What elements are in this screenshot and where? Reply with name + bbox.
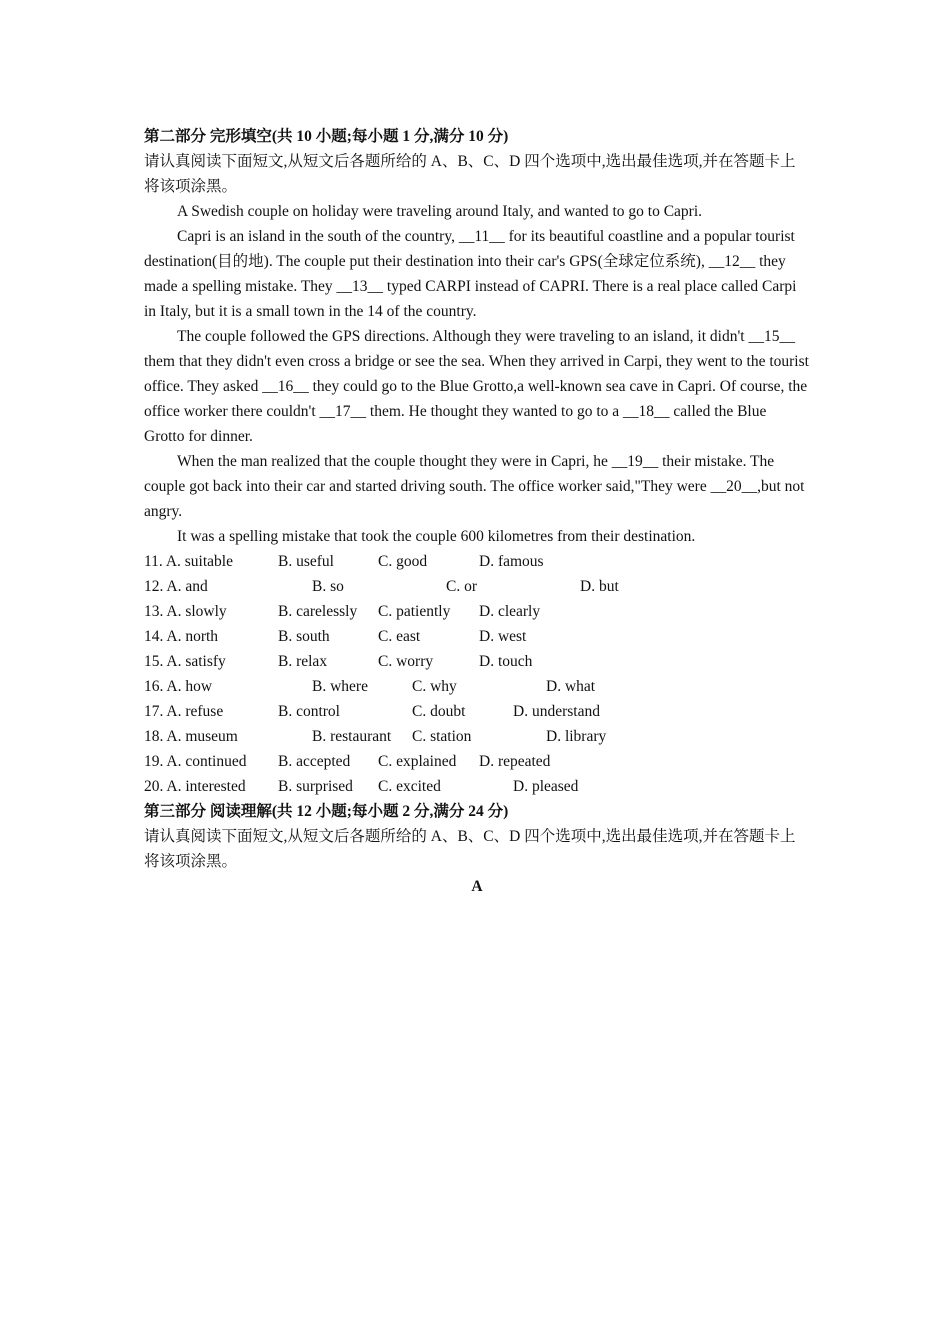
option-a: 20. A. interested xyxy=(144,778,246,795)
passage-paragraph-3: The couple followed the GPS directions. Although they were traveling to an island, it didn't __15__ them that they didn't even cross a bridge or see the sea. When they arrived in Carpi, they went to the tourist office. They asked __16__ they could go to the Blue Grotto,a well-known sea cave in Capri. Of course, the office worker there couldn't __17__ them. He thought they wanted to go to a __18__ called the Blue Grotto for dinner. xyxy=(144,328,809,445)
option-b: B. accepted xyxy=(278,753,351,770)
option-c: C. doubt xyxy=(412,703,466,720)
option-c: C. explained xyxy=(378,753,457,770)
part2-heading: 第二部分 完形填空(共 10 小题;每小题 1 分,满分 10 分) xyxy=(144,128,509,145)
option-b: B. restaurant xyxy=(312,728,392,745)
option-c: C. excited xyxy=(378,778,441,795)
part3-heading: 第三部分 阅读理解(共 12 小题;每小题 2 分,满分 24 分) xyxy=(144,803,509,820)
question-11 xyxy=(144,549,810,574)
part2-instruction: 请认真阅读下面短文,从短文后各题所给的 A、B、C、D 四个选项中,选出最佳选项,并在答题卡上将该项涂黑。 xyxy=(144,153,796,195)
question-18 xyxy=(144,724,810,749)
option-c: C. station xyxy=(412,728,472,745)
question-14 xyxy=(144,624,810,649)
part3-instruction: 请认真阅读下面短文,从短文后各题所给的 A、B、C、D 四个选项中,选出最佳选项,并在答题卡上将该项涂黑。 xyxy=(144,828,796,870)
question-19 xyxy=(144,749,810,774)
option-b: B. south xyxy=(278,628,330,645)
option-a: 13. A. slowly xyxy=(144,603,227,620)
question-12 xyxy=(144,574,810,599)
question-13 xyxy=(144,599,810,624)
option-c: C. good xyxy=(378,553,428,570)
option-c: C. worry xyxy=(378,653,434,670)
option-d: D. library xyxy=(546,728,607,745)
option-c: C. east xyxy=(378,628,421,645)
option-d: D. but xyxy=(580,578,619,595)
option-b: B. useful xyxy=(278,553,334,570)
option-b: B. so xyxy=(312,578,344,595)
option-a: 16. A. how xyxy=(144,678,213,695)
passage-paragraph-5: It was a spelling mistake that took the couple 600 kilometres from their destination. xyxy=(177,528,696,545)
option-b: B. where xyxy=(312,678,368,695)
passage-paragraph-2: Capri is an island in the south of the country, __11__ for its beautiful coastline and a popular tourist destination(目的地). The couple put their destination into their car's GPS(全球定位系统), __12__ they made a spelling mistake. They __13__ typed CARPI instead of CAPRI. There is a real place called Carpi in Italy, but it is a small town in the 14 of the country. xyxy=(144,228,797,320)
passage-paragraph-1: A Swedish couple on holiday were traveling around Italy, and wanted to go to Capri. xyxy=(177,203,703,220)
option-d: D. touch xyxy=(479,653,533,670)
option-d: D. repeated xyxy=(479,753,551,770)
option-b: B. control xyxy=(278,703,340,720)
option-b: B. carelessly xyxy=(278,603,358,620)
option-a: 18. A. museum xyxy=(144,728,238,745)
question-15 xyxy=(144,649,810,674)
option-d: D. understand xyxy=(513,703,600,720)
option-d: D. pleased xyxy=(513,778,579,795)
document-page xyxy=(144,124,810,899)
question-20 xyxy=(144,774,810,799)
option-a: 15. A. satisfy xyxy=(144,653,226,670)
option-a: 12. A. and xyxy=(144,578,208,595)
option-b: B. surprised xyxy=(278,778,353,795)
passage-paragraph-4: When the man realized that the couple thought they were in Capri, he __19__ their mistake. The couple got back into their car and started driving south. The office worker said,"They were __20__,but not angry. xyxy=(144,453,805,520)
option-c: C. patiently xyxy=(378,603,451,620)
option-a: 11. A. suitable xyxy=(144,553,233,570)
option-c: C. why xyxy=(412,678,457,695)
option-d: D. what xyxy=(546,678,596,695)
option-a: 17. A. refuse xyxy=(144,703,224,720)
option-d: D. clearly xyxy=(479,603,541,620)
question-16 xyxy=(144,674,810,699)
option-a: 14. A. north xyxy=(144,628,219,645)
question-17 xyxy=(144,699,810,724)
option-a: 19. A. continued xyxy=(144,753,247,770)
option-d: D. famous xyxy=(479,553,544,570)
option-b: B. relax xyxy=(278,653,328,670)
option-d: D. west xyxy=(479,628,527,645)
option-c: C. or xyxy=(446,578,477,595)
section-a-title: A xyxy=(471,878,483,895)
